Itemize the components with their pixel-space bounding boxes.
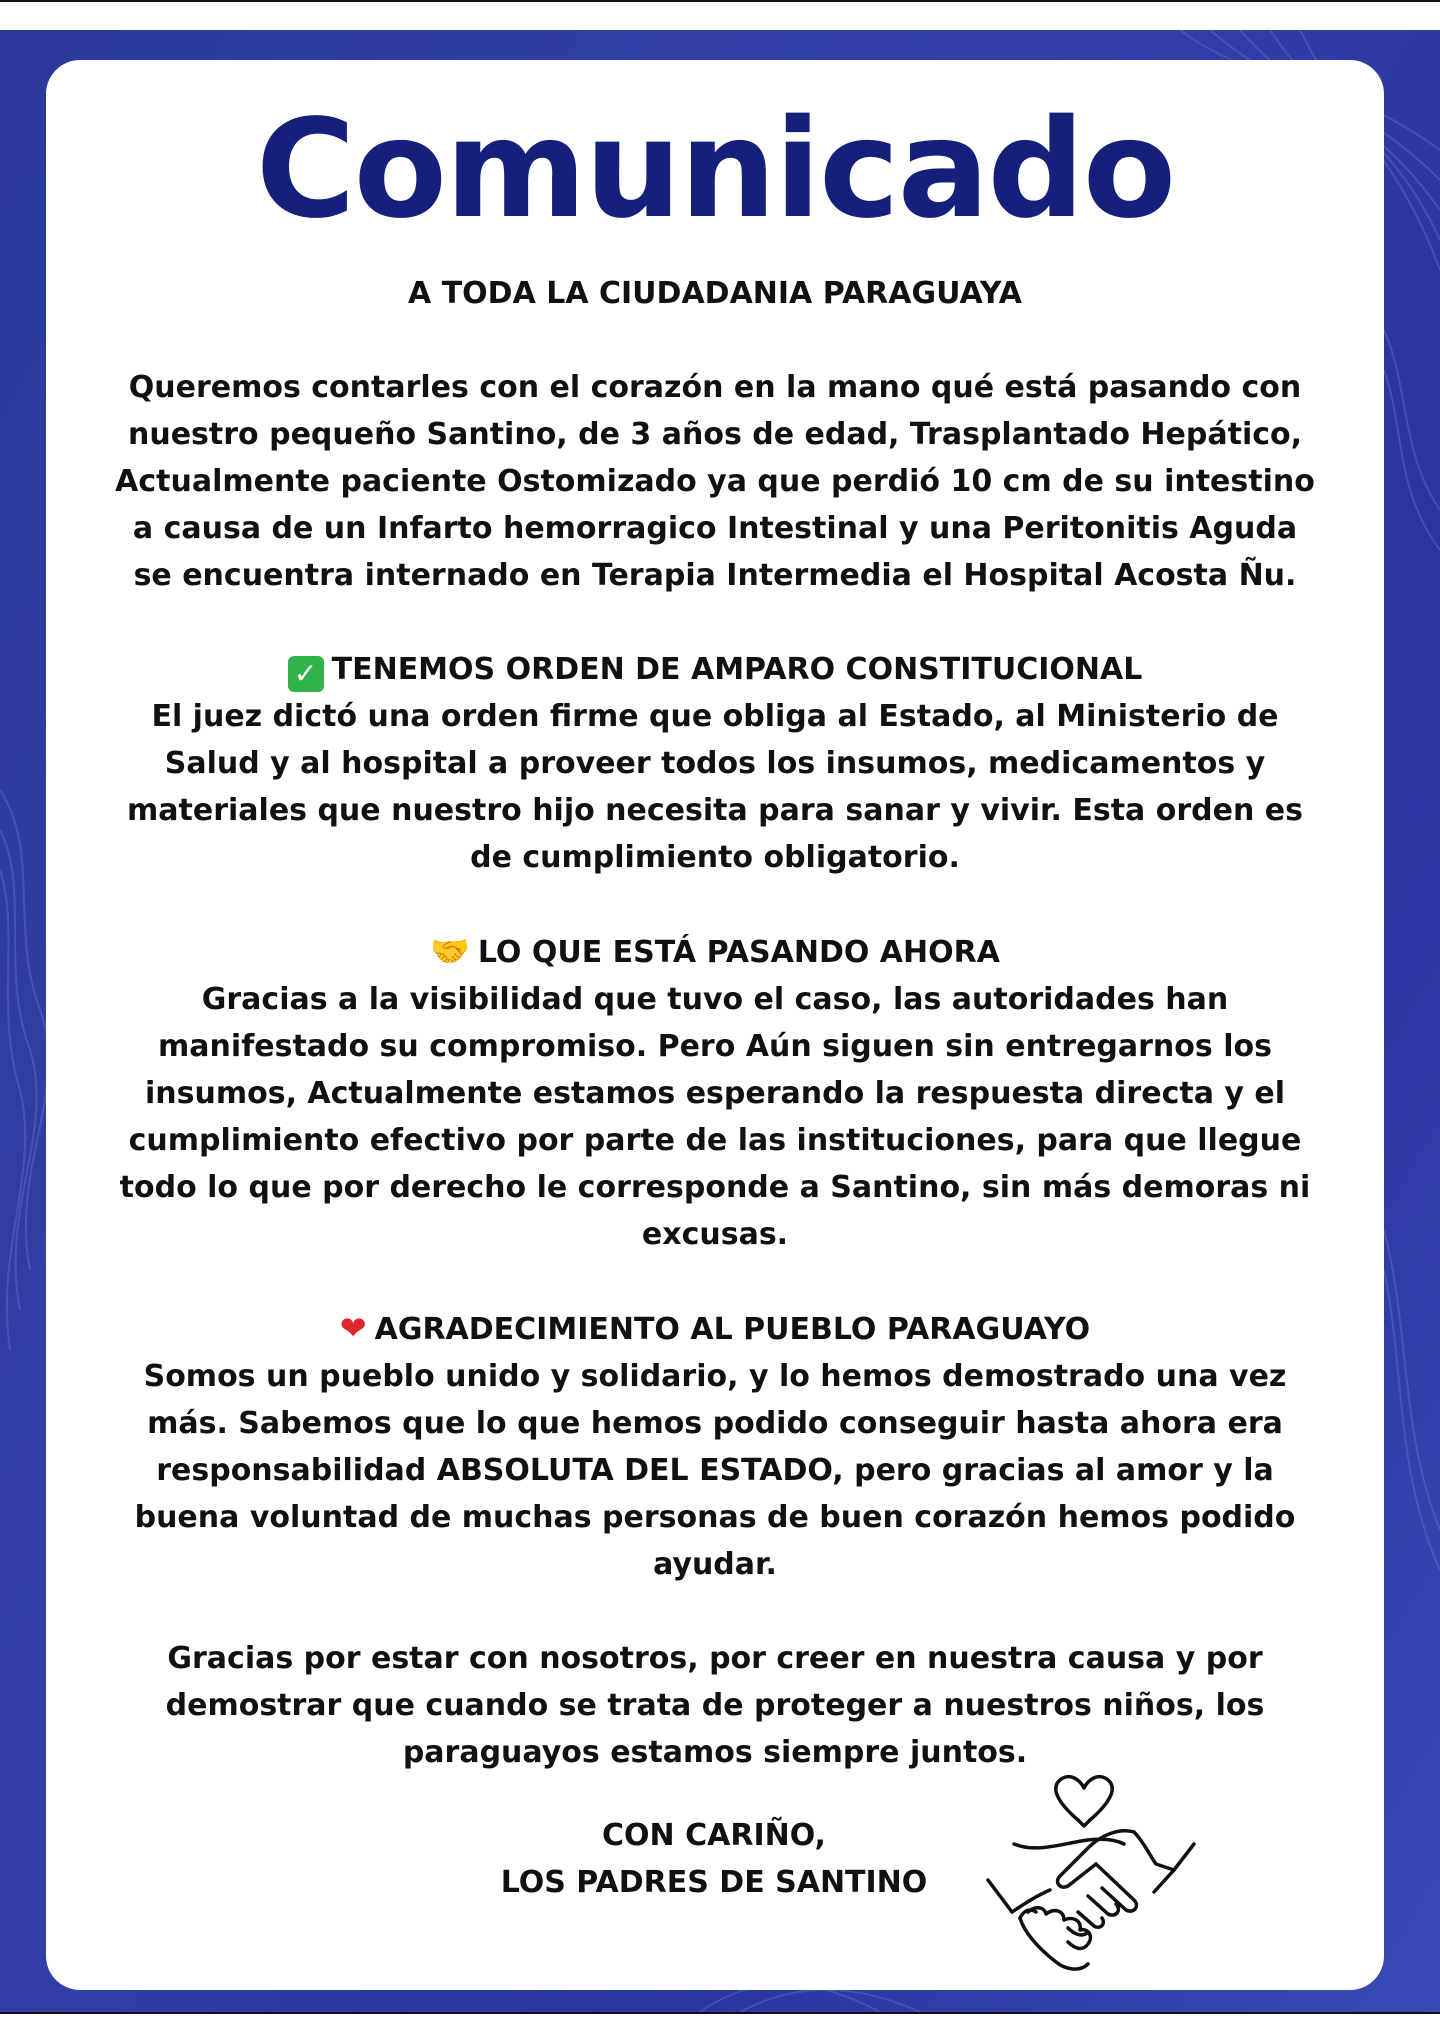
handshake-heart-icon — [984, 1772, 1200, 1982]
closing-line: Gracias por estar con nosotros, por creer en nuestra causa y por — [167, 1641, 1263, 1676]
check-icon: ✓ — [288, 656, 324, 692]
intro-line: se encuentra internado en Terapia Intermedia el Hospital Acosta Ñu. — [133, 558, 1297, 593]
agradecimiento-line: más. Sabemos que lo que hemos podido conseguir hasta ahora era — [147, 1406, 1283, 1441]
signature-line-2: LOS PADRES DE SANTINO — [500, 1865, 928, 1900]
page-title: Comunicado — [255, 91, 1175, 249]
heart-icon: ❤ — [339, 1309, 367, 1347]
amparo-line: de cumplimiento obligatorio. — [470, 840, 960, 875]
bottom-border — [0, 2012, 1440, 2014]
ahora-line: excusas. — [641, 1217, 789, 1252]
agradecimiento-line: responsabilidad ABSOLUTA DEL ESTADO, pero gracias al amor y la — [156, 1453, 1274, 1488]
amparo-line: Salud y al hospital a proveer todos los insumos, medicamentos y — [164, 746, 1266, 781]
ahora-line: cumplimiento efectivo por parte de las instituciones, para que llegue — [128, 1123, 1302, 1158]
signature-line-1: CON CARIÑO, — [602, 1818, 826, 1853]
ahora-line: manifestado su compromiso. Pero Aún siguen sin entregarnos los — [158, 1029, 1272, 1064]
agradecimiento-line: ayudar. — [653, 1547, 777, 1582]
handshake-emoji-icon: 🤝 — [430, 932, 470, 970]
closing-line: paraguayos estamos siempre juntos. — [402, 1735, 1028, 1770]
announcement-card — [46, 60, 1384, 1990]
ahora-line: todo lo que por derecho le corresponde a Santino, sin más demoras ni — [119, 1170, 1311, 1205]
section-heading-agradecimiento: ❤ AGRADECIMIENTO AL PUEBLO PARAGUAYO — [339, 1309, 1091, 1347]
announcement-body — [46, 270, 1384, 1776]
subtitle: A TODA LA CIUDADANIA PARAGUAYA — [408, 276, 1022, 311]
intro-line: nuestro pequeño Santino, de 3 años de edad, Trasplantado Hepático, — [127, 417, 1303, 452]
intro-line: a causa de un Infarto hemorragico Intestinal y una Peritonitis Aguda — [132, 511, 1298, 546]
agradecimiento-line: Somos un pueblo unido y solidario, y lo hemos demostrado una vez — [143, 1359, 1287, 1394]
amparo-line: El juez dictó una orden firme que obliga al Estado, al Ministerio de — [151, 699, 1279, 734]
ahora-line: Gracias a la visibilidad que tuvo el caso, las autoridades han — [201, 982, 1229, 1017]
closing-line: demostrar que cuando se trata de proteger a nuestros niños, los — [165, 1688, 1265, 1723]
intro-line: Actualmente paciente Ostomizado ya que perdió 10 cm de su intestino — [115, 464, 1315, 499]
section-heading-ahora: 🤝 LO QUE ESTÁ PASANDO AHORA — [430, 932, 1000, 970]
top-border — [0, 0, 1440, 2]
intro-line: Queremos contarles con el corazón en la mano qué está pasando con — [128, 370, 1302, 405]
amparo-line: materiales que nuestro hijo necesita para sanar y vivir. Esta orden es — [127, 793, 1303, 828]
blue-frame-background — [0, 30, 1440, 2012]
section-heading-amparo: ✓ TENEMOS ORDEN DE AMPARO CONSTITUCIONAL — [46, 646, 1384, 693]
ahora-line: insumos, Actualmente estamos esperando la respuesta directa y el — [144, 1076, 1286, 1111]
agradecimiento-line: buena voluntad de muchas personas de buen corazón hemos podido — [134, 1500, 1296, 1535]
